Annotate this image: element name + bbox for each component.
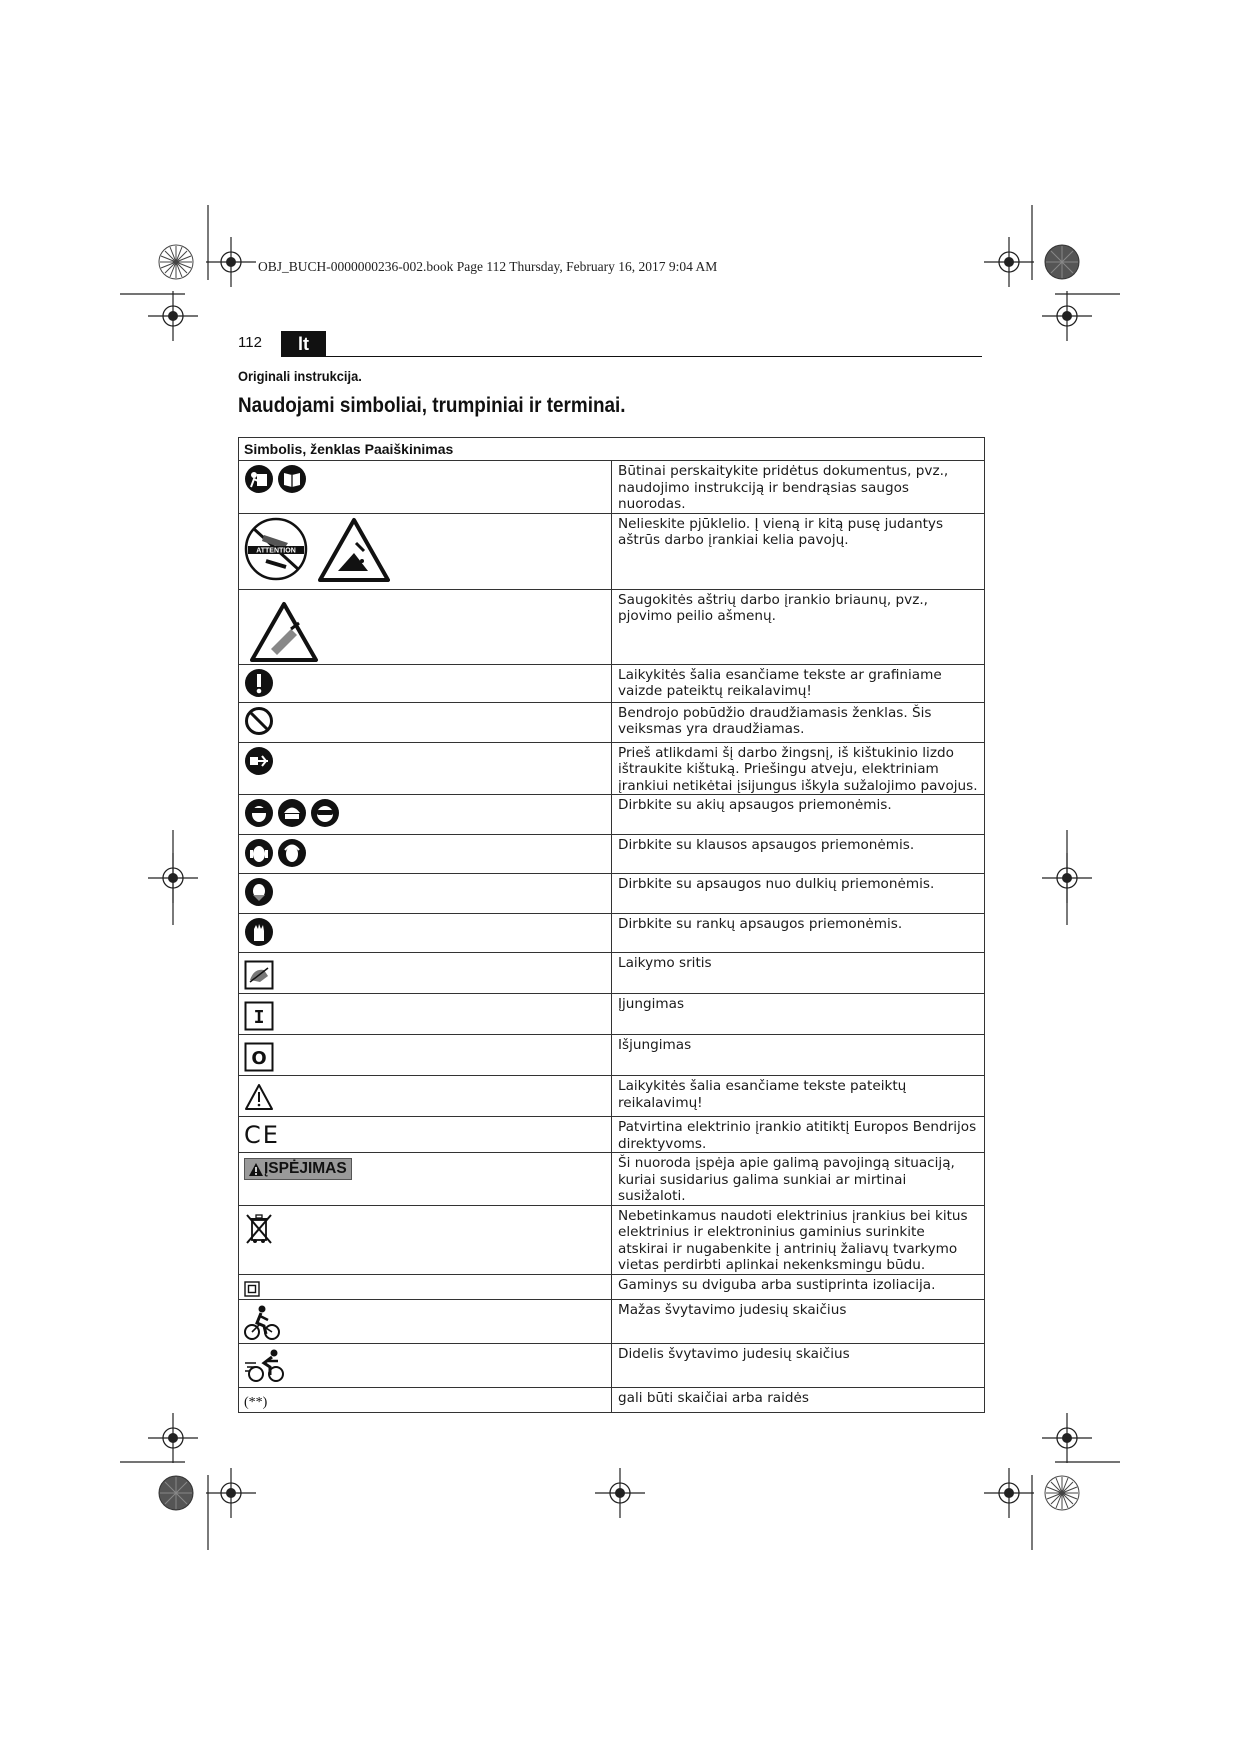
table-row (239, 874, 985, 914)
table-row (239, 994, 985, 1035)
table-row (239, 1035, 985, 1076)
row-description: gali būti skaičiai arba raidės (612, 1387, 985, 1412)
power-on-icon (244, 1001, 274, 1031)
row-description: Laikykitės šalia esančiame tekste pateiktų reikalavimų! (612, 1076, 985, 1117)
read-manual-icon (244, 464, 274, 494)
subtitle: Originali instrukcija. (238, 368, 362, 384)
row-description: Įjungimas (612, 994, 985, 1035)
row-description: Dirbkite su klausos apsaugos priemonėmis. (612, 835, 985, 874)
helmet-visor-icon (277, 798, 307, 828)
table-row (239, 1299, 985, 1343)
table-row (239, 1343, 985, 1387)
page-number: 112 (238, 334, 262, 351)
row-description: Mažas švytavimo judesių skaičius (612, 1299, 985, 1343)
table-row (239, 1274, 985, 1299)
weee-bin-icon (244, 1212, 274, 1246)
table-row (239, 589, 985, 664)
warning-triangle-icon (244, 1083, 274, 1111)
power-off-glyph: O (251, 1048, 267, 1069)
table-row (239, 513, 985, 589)
row-description: Didelis švytavimo judesių skaičius (612, 1343, 985, 1387)
row-description: Išjungimas (612, 1035, 985, 1076)
table-row (239, 664, 985, 702)
blade-edge-warning-icon (249, 601, 319, 663)
row-description: Laikykitės šalia esančiame tekste ar grafiniame vaizde pateiktų reikalavimų! (612, 664, 985, 702)
table-row (239, 1076, 985, 1117)
table-row (239, 702, 985, 742)
power-on-glyph: I (253, 1007, 265, 1028)
warning-label-text: ĮSPĖJIMAS (264, 1160, 347, 1177)
table-row (239, 1205, 985, 1274)
print-header: OBJ_BUCH-0000000236-002.book Page 112 Thursday, February 16, 2017 9:04 AM (258, 259, 718, 274)
row-description: Gaminys su dviguba arba sustiprinta izoliacija. (612, 1274, 985, 1299)
attention-saw-blade-icon (244, 517, 308, 581)
language-tab: lt (281, 331, 326, 357)
table-row (239, 1153, 985, 1206)
ce-mark-glyph: CE (244, 1121, 280, 1149)
row-description: Saugokitės aštrių darbo įrankio briaunų, pvz., pjovimo peilio ašmenų. (612, 589, 985, 664)
ear-muffs-icon (277, 838, 307, 868)
table-row (239, 1387, 985, 1412)
prohibition-icon (244, 706, 274, 736)
table-header: Simbolis, ženklas Paaiškinimas (244, 441, 454, 457)
table-row (239, 914, 985, 953)
table-row (239, 953, 985, 994)
row-description: Patvirtina elektrinio įrankio atitiktį Europos Bendrijos direktyvoms. (612, 1117, 985, 1153)
table-header-row (239, 438, 985, 461)
header-rule (281, 356, 982, 357)
table-row (239, 1117, 985, 1153)
table-row (239, 461, 985, 514)
attention-label: ATTENTION (256, 547, 296, 554)
symbol-text: (**) (244, 1394, 268, 1410)
manual-book-icon (277, 464, 307, 494)
sharp-tool-warning-icon (318, 517, 390, 583)
mandatory-exclamation-icon (244, 668, 274, 698)
row-description: Dirbkite su rankų apsaugos priemonėmis. (612, 914, 985, 953)
slow-cyclist-icon (244, 1304, 280, 1342)
symbols-table (238, 437, 985, 1413)
row-description: Būtinai perskaitykite pridėtus dokumentus, pvz., naudojimo instrukciją ir bendrąsias saugos nuorodas. (612, 461, 985, 514)
double-insulation-icon (244, 1281, 260, 1297)
ce-mark-icon (244, 1121, 280, 1149)
row-description: Laikymo sritis (612, 953, 985, 994)
warning-triangle-small-icon (248, 1162, 264, 1177)
power-off-icon (244, 1042, 274, 1072)
unplug-icon (244, 746, 274, 776)
row-description: Nebetinkamus naudoti elektrinius įrankius bei kitus elektrinius ir elektroninius gaminius surinkite atskirai ir nugabenkite į antrinių žaliavų tvarkymo vietas perdirbti aplinkai nekenksmingu būdu. (612, 1205, 985, 1274)
row-description: Dirbkite su akių apsaugos priemonėmis. (612, 795, 985, 835)
row-description: Prieš atlikdami šį darbo žingsnį, iš kištukinio lizdo ištraukite kištuką. Priešingu atveju, elektriniam įrankiui netikėtai įsijungus iškyla sužalojimo pavojus. (612, 742, 985, 795)
row-description: Ši nuoroda įspėja apie galimą pavojingą situaciją, kuriai susidarius galima sunkiai ar mirtinai susižaloti. (612, 1153, 985, 1206)
page-title: Naudojami simboliai, trumpiniai ir terminai. (238, 394, 626, 417)
row-description: Dirbkite su apsaugos nuo dulkių priemonėmis. (612, 874, 985, 914)
face-shield-icon (244, 798, 274, 828)
grip-area-icon (244, 960, 274, 990)
fast-cyclist-icon (244, 1349, 286, 1383)
table-row (239, 742, 985, 795)
row-description: Bendrojo pobūdžio draudžiamasis ženklas. Šis veiksmas yra draudžiamas. (612, 702, 985, 742)
ear-protection-icon (244, 838, 274, 868)
gloves-icon (244, 917, 274, 947)
table-row (239, 795, 985, 835)
warning-label-icon (244, 1158, 352, 1180)
row-description: Nelieskite pjūklelio. Į vieną ir kitą pusę judantys aštrūs darbo įrankiai kelia pavojų. (612, 513, 985, 589)
dust-mask-icon (244, 877, 274, 907)
table-row (239, 835, 985, 874)
safety-goggles-icon (310, 798, 340, 828)
